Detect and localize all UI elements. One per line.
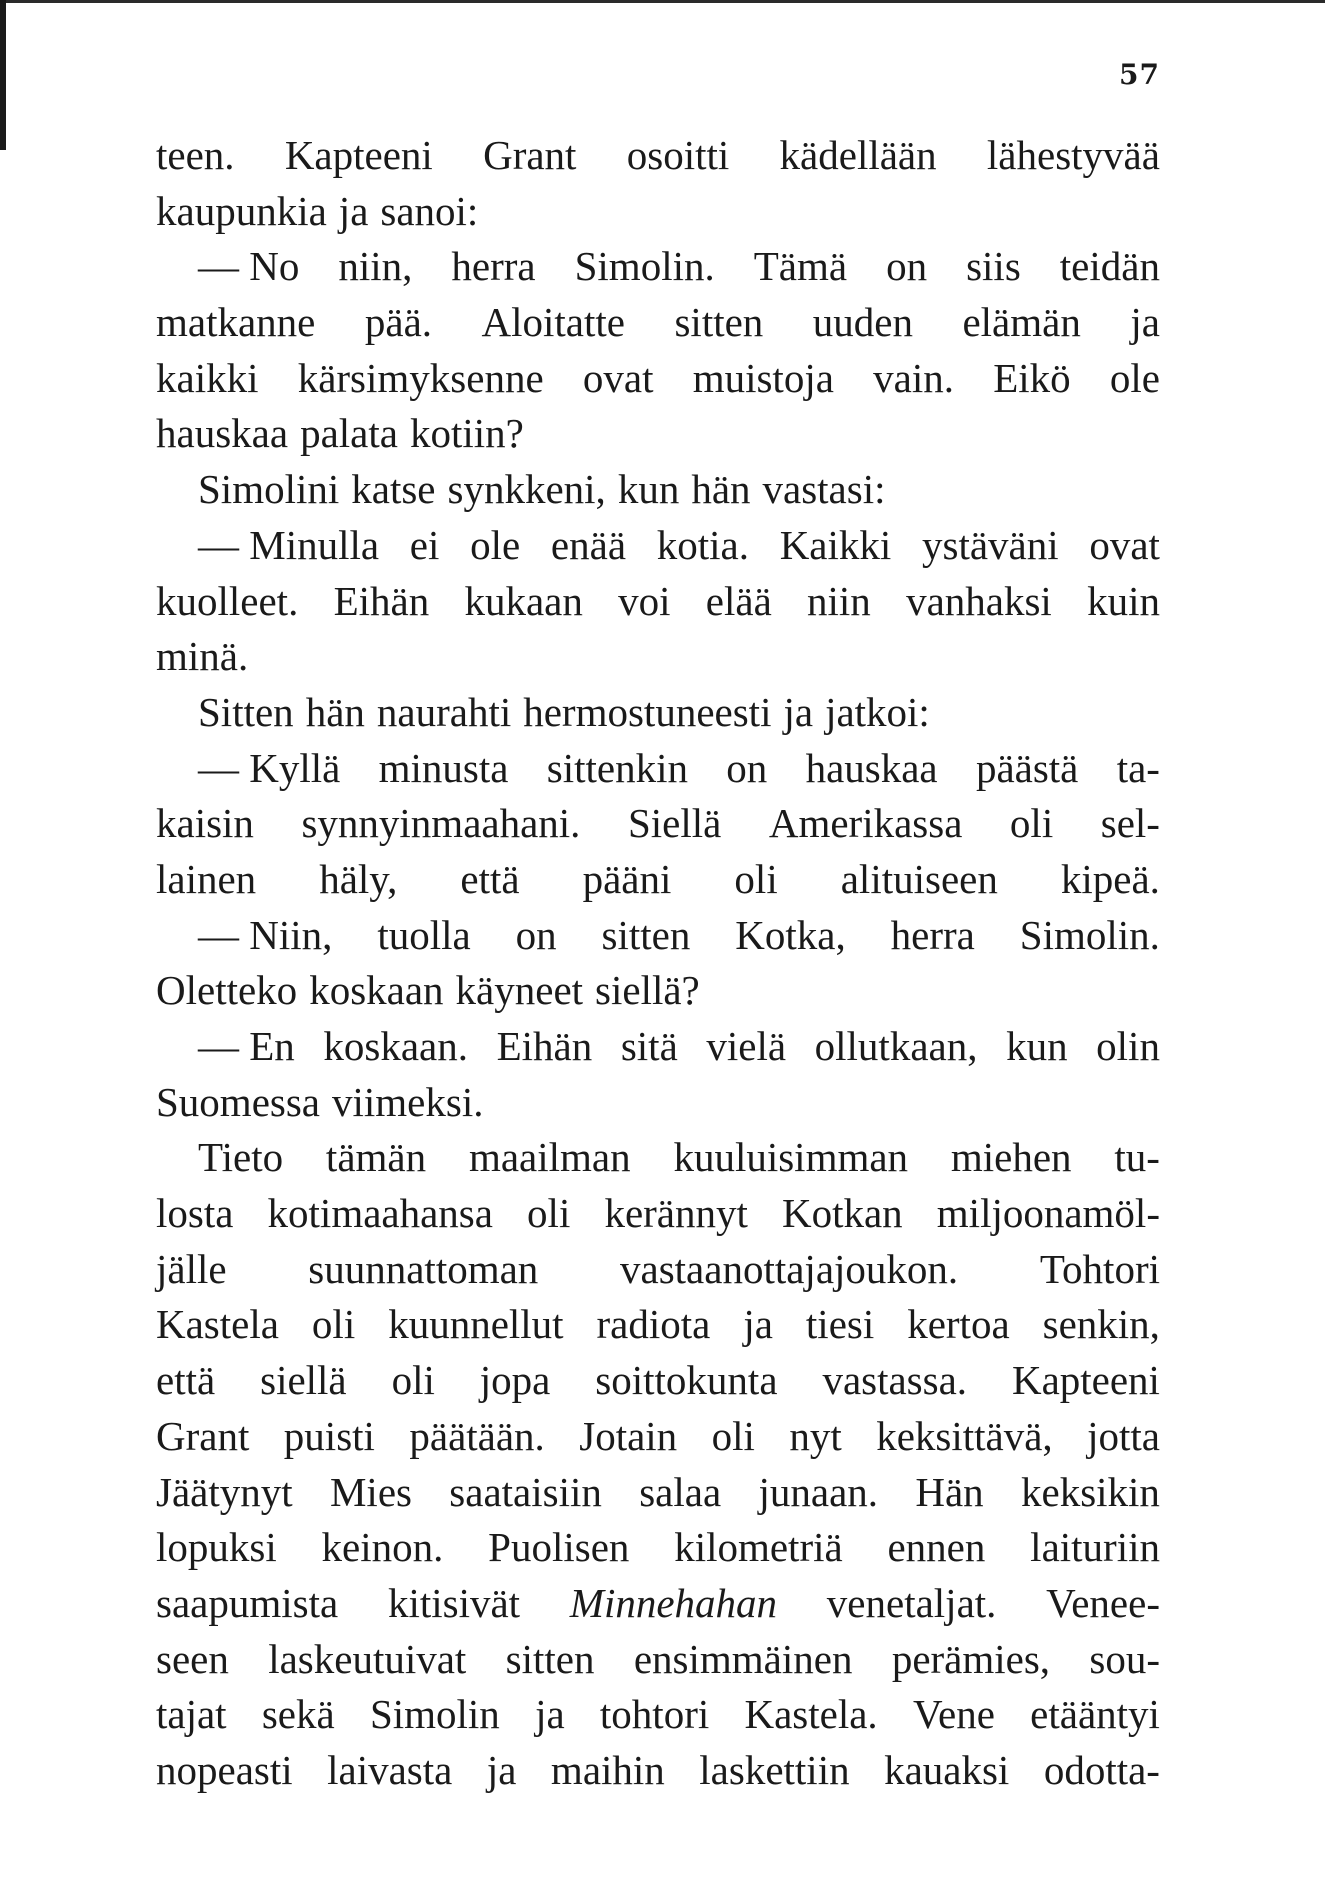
word: oli: [391, 1357, 435, 1404]
text-line: [156, 741, 1160, 797]
word: vanhaksi: [906, 577, 1052, 624]
word: on: [515, 911, 557, 958]
word: laskeutuivat: [268, 1635, 467, 1682]
text-line: [156, 685, 1160, 741]
word: saapumista: [156, 1579, 339, 1626]
word: jälle: [156, 1245, 227, 1292]
text-line: [156, 518, 1160, 574]
word: ollutkaan,: [814, 1023, 978, 1069]
word: tu-: [1114, 1134, 1160, 1181]
word: kuuluisimman: [673, 1134, 909, 1181]
text-line: [156, 406, 1160, 462]
word: tiesi: [805, 1301, 875, 1348]
word: ole: [1109, 354, 1160, 401]
word: ja: [486, 1746, 517, 1793]
word: herra: [451, 243, 536, 290]
word: puisti: [283, 1412, 375, 1459]
text-line: [156, 128, 1160, 184]
word: — Kyllä: [198, 744, 341, 791]
text-line: [156, 1520, 1160, 1576]
word: jopa: [479, 1357, 551, 1404]
text-line: [156, 574, 1160, 630]
word: vain.: [873, 354, 954, 401]
word: on: [886, 243, 928, 290]
word: Simolin: [369, 1691, 500, 1738]
word: kaisin: [156, 800, 254, 847]
word: kipeä.: [1060, 855, 1160, 902]
word: kuolleet.: [156, 577, 299, 624]
word: häly,: [319, 855, 398, 902]
word: enää: [550, 521, 627, 568]
word: Kotka,: [735, 911, 846, 958]
word: siellä: [260, 1357, 347, 1404]
word: kaupunkia: [156, 187, 327, 234]
word: Simolin.: [1019, 911, 1160, 958]
word: Tieto: [198, 1134, 284, 1181]
word: — No: [198, 243, 300, 290]
text-line: [156, 1186, 1160, 1242]
word: ja: [743, 1301, 773, 1348]
word: Suomessa: [156, 1078, 320, 1125]
scan-edge-left: [0, 0, 6, 150]
word: Kastela: [156, 1301, 279, 1348]
word: koskaan: [309, 967, 444, 1014]
word: Oletteko: [156, 967, 298, 1014]
word: Sitten: [198, 688, 294, 735]
word: keinon.: [321, 1524, 444, 1571]
word: käyneet: [455, 967, 584, 1014]
word: Vene: [912, 1691, 995, 1738]
word: Eihän: [333, 577, 430, 624]
word: miljoonamöl-: [936, 1190, 1160, 1237]
word: oli: [734, 855, 778, 902]
word: sitten: [601, 911, 691, 958]
text-line: [156, 1409, 1160, 1465]
word: että: [156, 1357, 216, 1404]
word: minusta: [378, 744, 509, 791]
word: elää: [705, 577, 772, 624]
word: pääni: [582, 855, 672, 902]
word: sel-: [1100, 800, 1160, 847]
word: Kaikki: [779, 521, 892, 568]
word: sitten: [674, 299, 764, 346]
word: Kastela.: [744, 1691, 878, 1738]
word: sou-: [1089, 1635, 1160, 1682]
word: ensimmäinen: [633, 1635, 853, 1682]
word: odotta-: [1043, 1746, 1160, 1793]
text-line: [156, 1075, 1160, 1131]
word: ystäväni: [922, 521, 1059, 568]
word: Hän: [915, 1468, 984, 1515]
word: maailman: [468, 1134, 631, 1181]
word: kukaan: [464, 577, 583, 624]
word: naurahti: [376, 688, 512, 735]
word: hauskaa: [156, 410, 289, 457]
word: Aloitatte: [481, 299, 625, 346]
text-line: [156, 1242, 1160, 1298]
word: sekä: [261, 1691, 335, 1738]
word: oli: [311, 1301, 356, 1348]
word: olin: [1096, 1023, 1160, 1069]
text-line: [156, 462, 1160, 518]
word: vastasi:: [762, 466, 886, 513]
word: nopeasti: [156, 1746, 293, 1793]
word: junaan.: [758, 1468, 879, 1515]
word: herra: [890, 911, 975, 958]
word: Kapteeni: [1011, 1357, 1160, 1404]
word: lainen: [156, 855, 257, 902]
text-line: [156, 852, 1160, 908]
text-line: [156, 184, 1160, 240]
text-line: [156, 796, 1160, 852]
word: Eihän: [496, 1023, 593, 1069]
word: voi: [618, 577, 671, 624]
word: Venee-: [1046, 1579, 1160, 1626]
word: viimeksi.: [332, 1078, 484, 1125]
word: keksittävä,: [876, 1412, 1053, 1459]
word: lopuksi: [156, 1524, 277, 1571]
word: vielä: [706, 1023, 787, 1069]
word: kertoa: [907, 1301, 1010, 1348]
word: Jäätynyt: [156, 1468, 293, 1515]
word: ja: [338, 187, 369, 234]
word: miehen: [950, 1134, 1072, 1181]
word: ole: [470, 521, 521, 568]
text-line: [156, 1019, 1160, 1075]
text-line: [156, 295, 1160, 351]
text-line: [156, 1130, 1160, 1186]
word: koskaan.: [323, 1023, 468, 1069]
word: jatkoi:: [825, 688, 930, 735]
text-line: [156, 629, 1160, 685]
word: ovat: [1089, 521, 1160, 568]
word: päätään.: [409, 1412, 545, 1459]
word: Grant: [483, 132, 577, 178]
body-text: [156, 128, 1160, 1799]
word: muistoja: [692, 354, 834, 401]
word: kauaksi: [884, 1746, 1010, 1793]
word: — En: [198, 1023, 295, 1069]
text-line: [156, 908, 1160, 964]
word: kotiin?: [409, 410, 524, 457]
word: elämän: [962, 299, 1081, 346]
word: soittokunta: [595, 1357, 778, 1404]
word: kitisivät: [387, 1579, 521, 1626]
word: jotta: [1087, 1412, 1160, 1459]
word: kilometriä: [674, 1524, 843, 1571]
word: teen.: [156, 132, 235, 178]
word: vastaanottajajoukon.: [620, 1245, 959, 1292]
word: oli: [1009, 800, 1054, 847]
word: synkkeni,: [447, 466, 606, 513]
word: vastassa.: [822, 1357, 968, 1404]
word: oli: [527, 1190, 571, 1237]
word: Grant: [156, 1412, 250, 1459]
word: niin: [807, 577, 871, 624]
word: uuden: [812, 299, 913, 346]
word: Minnehahan: [569, 1579, 778, 1626]
word: teidän: [1059, 243, 1160, 290]
word: sitä: [620, 1023, 678, 1069]
word: siis: [966, 243, 1021, 290]
word: venetaljat.: [826, 1579, 997, 1626]
scan-edge-top: [0, 0, 1325, 3]
word: osoitti: [626, 132, 730, 178]
word: lähestyvää: [986, 132, 1160, 178]
text-line: [156, 1353, 1160, 1409]
text-line: [156, 1297, 1160, 1353]
word: kaikki: [156, 354, 259, 401]
word: hauskaa: [805, 744, 938, 791]
page-number: 57: [1119, 58, 1160, 91]
word: hän: [691, 466, 751, 513]
word: Kapteeni: [284, 132, 433, 178]
text-line: [156, 239, 1160, 295]
word: että: [460, 855, 520, 902]
word: Tohtori: [1039, 1245, 1160, 1292]
word: synnyinmaahani.: [301, 800, 581, 847]
text-line: [156, 1687, 1160, 1743]
word: kärsimyksenne: [297, 354, 544, 401]
word: niin,: [338, 243, 413, 290]
word: ja: [535, 1691, 565, 1738]
word: tajat: [156, 1691, 227, 1738]
word: minä.: [156, 633, 249, 680]
word: salaa: [639, 1468, 722, 1515]
word: kun: [1006, 1023, 1068, 1069]
word: laituriin: [1030, 1524, 1160, 1571]
word: Kotkan: [781, 1190, 903, 1237]
word: tuolla: [377, 911, 471, 958]
word: nyt: [789, 1412, 842, 1459]
word: hän: [305, 688, 365, 735]
text-line: [156, 1465, 1160, 1521]
word: Jotain: [579, 1412, 678, 1459]
word: kun: [617, 466, 680, 513]
word: — Niin,: [198, 911, 333, 958]
word: on: [726, 744, 768, 791]
word: Mies: [329, 1468, 412, 1515]
word: oli: [711, 1412, 755, 1459]
text-line: [156, 351, 1160, 407]
word: ta-: [1116, 744, 1160, 791]
word: matkanne: [156, 299, 316, 346]
word: — Minulla: [198, 521, 380, 568]
word: losta: [156, 1190, 234, 1237]
word: ennen: [887, 1524, 986, 1571]
word: kuin: [1087, 577, 1160, 624]
word: kuunnellut: [388, 1301, 564, 1348]
word: tohtori: [599, 1691, 710, 1738]
word: sittenkin: [546, 744, 688, 791]
word: kotia.: [656, 521, 749, 568]
word: suunnattoman: [308, 1245, 539, 1292]
word: pää.: [364, 299, 433, 346]
word: keksikin: [1021, 1468, 1160, 1515]
word: laivasta: [327, 1746, 453, 1793]
word: Puolisen: [488, 1524, 630, 1571]
word: ja: [1130, 299, 1160, 346]
word: Simolin.: [574, 243, 715, 290]
word: päästä: [975, 744, 1079, 791]
word: Amerikassa: [768, 800, 963, 847]
word: Tämä: [753, 243, 848, 290]
word: etääntyi: [1030, 1691, 1160, 1738]
word: katse: [351, 466, 436, 513]
word: ja: [783, 688, 814, 735]
word: senkin,: [1042, 1301, 1160, 1348]
word: perämies,: [891, 1635, 1051, 1682]
word: palata: [300, 410, 398, 457]
word: kerännyt: [604, 1190, 748, 1237]
word: sanoi:: [380, 187, 479, 234]
word: alituiseen: [840, 855, 998, 902]
word: ei: [409, 521, 440, 568]
word: sitten: [505, 1635, 595, 1682]
text-line: [156, 1632, 1160, 1688]
word: Siellä: [627, 800, 722, 847]
word: saataisiin: [449, 1468, 602, 1515]
word: ovat: [582, 354, 654, 401]
word: maihin: [550, 1746, 665, 1793]
word: seen: [156, 1635, 229, 1682]
word: kädellään: [779, 132, 937, 178]
text-line: [156, 963, 1160, 1019]
word: Eikö: [993, 354, 1071, 401]
word: radiota: [596, 1301, 711, 1348]
word: Simolini: [198, 466, 340, 513]
word: hermostuneesti: [523, 688, 772, 735]
text-line: [156, 1576, 1160, 1632]
word: siellä?: [595, 967, 700, 1014]
word: tämän: [325, 1134, 427, 1181]
text-line: [156, 1743, 1160, 1799]
word: kotimaahansa: [267, 1190, 493, 1237]
word: laskettiin: [699, 1746, 850, 1793]
